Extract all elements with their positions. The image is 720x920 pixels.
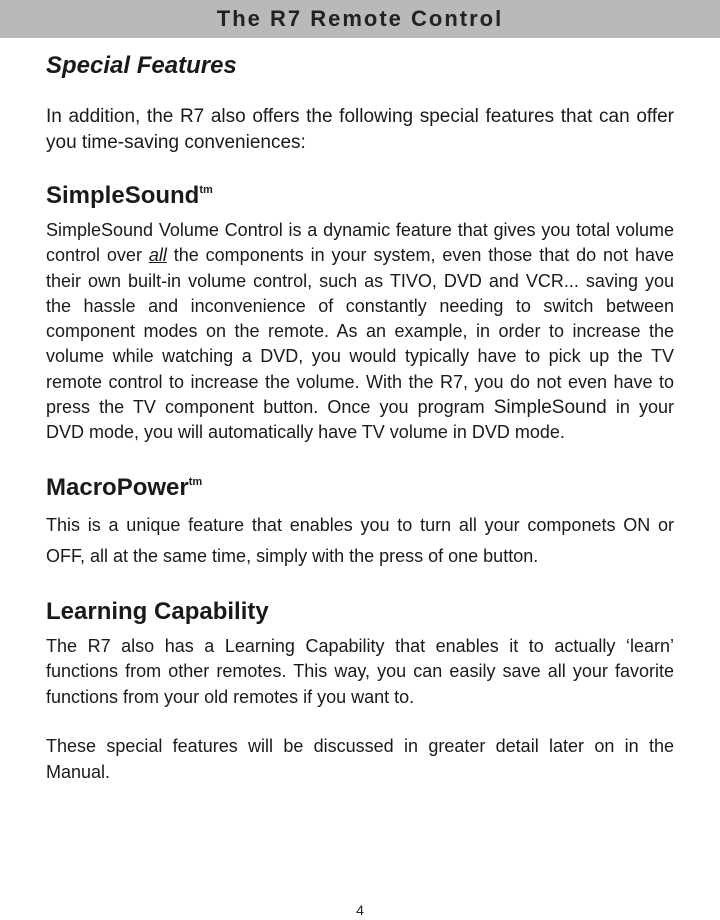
simplesound-text-3: in your DVD mode, you will automatically have TV volume in DVD mode. [46,397,674,443]
macropower-tm: tm [188,475,203,488]
page-title: The R7 Remote Control [216,6,504,31]
simplesound-text-1: SimpleSound Volume Control is a dynamic feature that gives you total volume control over [46,220,674,266]
page-number: 4 [356,902,364,918]
learning-paragraph: The R7 also has a Learning Capability that enables it to actually ‘learn’ functions from other remotes. This way, you can easily save all your favorite functions from your old remotes if you want to. [46,635,674,707]
simplesound-keyword: SimpleSound [493,397,607,419]
simplesound-heading [46,182,674,210]
macropower-heading-text: MacroPower [46,473,189,501]
intro-section [46,104,674,156]
macropower-heading [46,474,674,502]
special-features-title: Special Features [46,52,237,79]
simplesound-paragraph [46,218,674,446]
simplesound-all-emphasis: all [148,245,167,266]
intro-paragraph: In addition, the R7 also offers the following special features that can offer you time-saving conveniences: [46,106,674,153]
simplesound-heading-text: SimpleSound [46,182,200,209]
content [46,52,674,785]
macropower-paragraph: This is a unique feature that enables you to turn all your componets ON or OFF, all at the same time, simply with the press of one button. [46,514,674,566]
simplesound-text-2: the components in your system, even those that do not have their own built-in volume control, such as TIVO, DVD and VCR... saving you the hassle and inconvenience of constantly needing to switch between component modes on the remote. As an example, in order to increase the volume while watching a DVD, you would typically have to pick up the TV remote control to increase the volume. With the R7, you do not even have to press the TV component button. Once you program [46,245,674,418]
learning-heading: Learning Capability [46,597,269,625]
simplesound-tm: tm [199,184,213,196]
header-bar [0,0,720,38]
closing-paragraph: These special features will be discussed in greater detail later on in the Manual. [46,736,674,782]
